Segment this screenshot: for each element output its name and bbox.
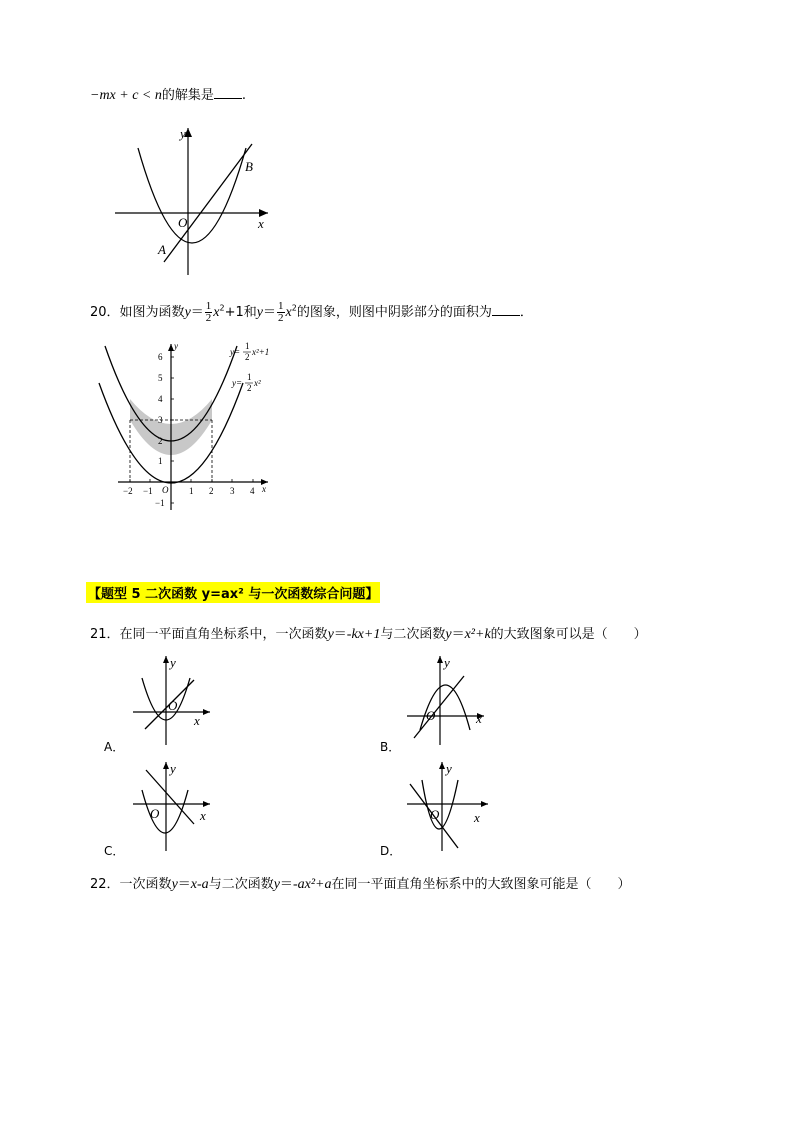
q19-x-label: x — [258, 216, 264, 231]
q20-frac-1-num: 1 — [205, 300, 212, 312]
q20-label-upper-tail: x²+1 — [252, 347, 270, 357]
q20-label-lower-num: 1 — [247, 372, 252, 382]
q21-c-origin: O — [150, 806, 160, 821]
section-badge: 【题型 5 二次函数 y=ax² 与一次函数综合问题】 — [86, 582, 380, 603]
q19-text: 的解集是 — [161, 88, 214, 103]
q20-label-upper-y: y= — [230, 347, 241, 357]
q22-quadratic: -ax²+a — [292, 877, 332, 892]
q22-eq-2: ＝ — [279, 877, 293, 892]
q20-label-lower — [231, 372, 261, 393]
q20-x-tick-1: 1 — [189, 486, 194, 496]
q21-eq-1: ＝ — [333, 627, 347, 642]
q22-eq-1: ＝ — [177, 877, 191, 892]
q20-x-tick-neg1: −1 — [143, 486, 153, 496]
q20-label-upper — [229, 341, 269, 362]
q22-y-1: y — [171, 877, 178, 892]
q19-figure — [100, 120, 280, 280]
q21-c-x-label: x — [200, 808, 206, 823]
q19-line — [164, 144, 252, 262]
q20-x-2: x — [285, 305, 292, 320]
q21-b-y-label: y — [444, 655, 450, 670]
q21-b-origin: O — [426, 708, 436, 723]
q20-y-tick-4: 4 — [158, 394, 163, 404]
q22-text-c: 在同一平面直角坐标系中的大致图象可能是（ ） — [331, 877, 631, 892]
q21-y-2: y — [445, 627, 452, 642]
q21-b-x-label: x — [476, 711, 482, 726]
q21-a-x-label: x — [194, 713, 200, 728]
q21-quadratic: x²+k — [464, 627, 491, 642]
q21-y-1: y — [327, 627, 334, 642]
q20-frac-1-den: 2 — [205, 312, 212, 324]
q20-text-line: 20．如图为函数y＝ $\frac{1}{2}$ $x^2+1$和y＝ $\frac{1}{2}$ $x^2$的图象，则图中阴影部分的面积为 ． — [90, 300, 533, 324]
q21-c-y-label: y — [170, 761, 176, 776]
q20-y-tick-neg1: −1 — [155, 498, 165, 508]
q21-option-a[interactable]: A． — [104, 740, 125, 754]
q21-text-b: 与二次函数 — [380, 627, 446, 642]
q19-point-a: A — [158, 242, 166, 257]
q20-y-tick-1: 1 — [158, 456, 163, 466]
q21-linear: -kx+1 — [346, 627, 381, 642]
q21-text-c: 的大致图象可以是（ ） — [490, 627, 647, 642]
q20-label-upper-den: 2 — [245, 352, 250, 362]
q21-option-d[interactable]: D． — [380, 844, 402, 858]
q21-d-origin: O — [430, 807, 440, 822]
q21-option-b[interactable]: B． — [380, 740, 401, 754]
q19-text-line — [90, 84, 246, 104]
q20-number: 20 — [90, 305, 107, 320]
q19-inequality: −mx + c < n — [90, 88, 162, 103]
q22-text-b: 与二次函数 — [208, 877, 274, 892]
q22-y-2: y — [273, 877, 280, 892]
q20-y-axis-label: y — [174, 341, 178, 351]
q20-frac-2-den: 2 — [278, 312, 284, 324]
q20-answer-blank — [492, 303, 520, 316]
q20-label-lower-tail: x² — [254, 378, 261, 388]
q21-a-origin: O — [168, 698, 178, 713]
q20-label-lower-y: y= — [232, 378, 243, 388]
q20-origin: O — [162, 485, 169, 495]
q22-text-a: ．一次函数 — [106, 877, 172, 892]
q20-y-tick-2: 2 — [158, 436, 163, 446]
q20-y-tick-6: 6 — [158, 352, 163, 362]
q20-y-tick-3: 3 — [158, 415, 163, 425]
q21-text-a: ．在同一平面直角坐标系中，一次函数 — [106, 627, 328, 642]
q20-y-2: y — [256, 305, 264, 320]
q20-frac-2-num: 1 — [278, 300, 284, 312]
q21-eq-2: ＝ — [451, 627, 465, 642]
q19-origin-label: O — [178, 215, 188, 230]
q20-label-lower-den: 2 — [247, 383, 252, 393]
q22-number: 22 — [90, 877, 107, 892]
q21-option-b-graph — [402, 652, 492, 747]
q20-eq-1: ＝ — [190, 305, 204, 320]
q20-frac-2 — [277, 301, 285, 324]
q21-d-x-label: x — [474, 810, 480, 825]
q21-option-d-graph — [402, 758, 492, 853]
q20-x-tick-neg2: −2 — [123, 486, 133, 496]
q20-x-1: x — [213, 305, 220, 320]
q20-label-upper-num: 1 — [245, 341, 250, 351]
q20-x-tick-4: 4 — [250, 486, 255, 496]
q19-answer-blank — [214, 86, 242, 99]
q20-end: ． — [519, 305, 533, 320]
q19-parabola — [138, 148, 246, 243]
q21-text-line — [90, 623, 647, 643]
q19-end: . — [241, 88, 247, 103]
q20-plus1: +1 — [224, 305, 244, 320]
q20-frac-1 — [205, 301, 213, 324]
q20-chart — [100, 340, 280, 515]
q20-text-1: ．如图为函数 — [106, 305, 185, 320]
q21-option-c[interactable]: C． — [104, 844, 125, 858]
q20-x-tick-2: 2 — [209, 486, 214, 496]
q19-y-label: y — [180, 126, 186, 141]
q20-x-axis-label: x — [262, 484, 266, 494]
q22-linear: x-a — [190, 877, 209, 892]
q22-text-line — [90, 873, 630, 893]
q20-y-1: y — [184, 305, 191, 320]
q20-text-2: 的图象，则图中阴影部分的面积为 — [296, 305, 492, 320]
q20-eq-2: ＝ — [263, 305, 277, 320]
q20-y-tick-5: 5 — [158, 373, 163, 383]
q21-a-y-label: y — [170, 655, 176, 670]
q19-point-b: B — [245, 159, 253, 174]
q20-and: 和 — [243, 305, 257, 320]
q21-option-a-graph — [128, 652, 218, 747]
q21-number: 21 — [90, 627, 107, 642]
q21-d-y-label: y — [446, 761, 452, 776]
q20-x-tick-3: 3 — [230, 486, 235, 496]
q21-option-c-graph — [128, 758, 218, 853]
